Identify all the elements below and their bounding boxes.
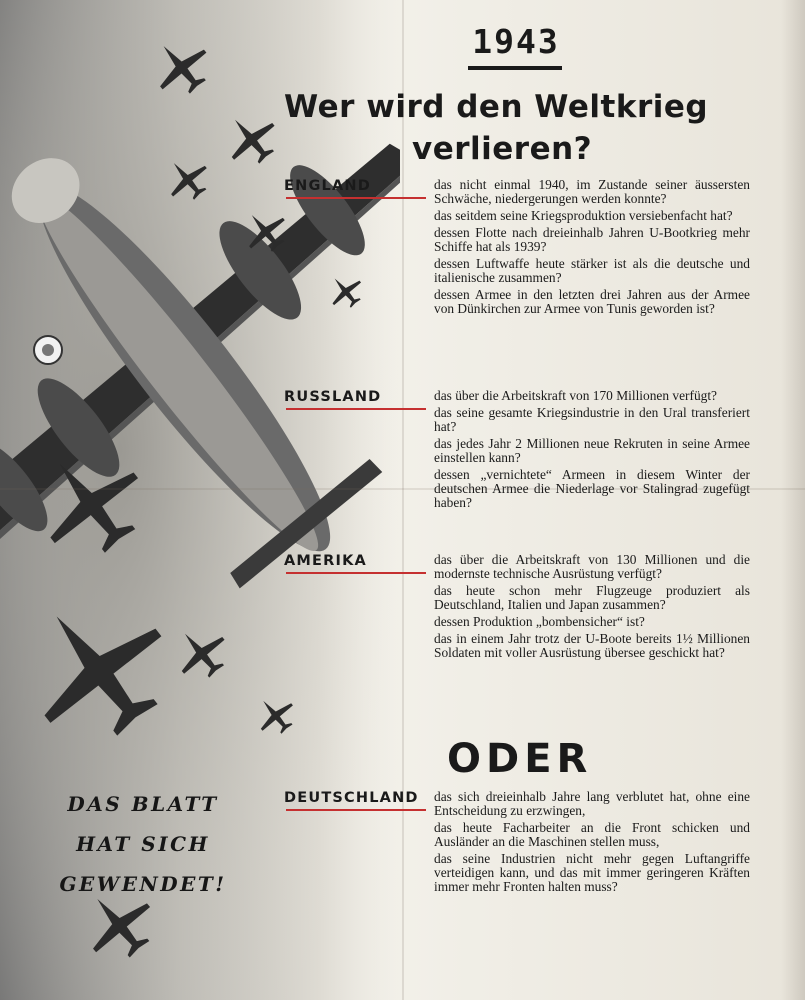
list-item: dessen Flotte nach dreieinhalb Jahren U-Bootkrieg mehr Schiffe hat als 1939? bbox=[434, 225, 750, 254]
section-lines bbox=[434, 790, 750, 897]
paper-edge-shadow bbox=[781, 0, 805, 1000]
list-item: das über die Arbeitskraft von 130 Millionen und die modernste technische Ausrüstung verfügt? bbox=[434, 552, 750, 581]
slogan-line-2: HAT SICH bbox=[76, 832, 210, 856]
year-heading: 1943 bbox=[472, 22, 560, 61]
section-rule bbox=[286, 809, 426, 811]
list-item: das seitdem seine Kriegsproduktion versiebenfacht hat? bbox=[434, 208, 733, 223]
section-rule bbox=[286, 197, 426, 199]
slogan-line-1: DAS BLATT bbox=[67, 792, 219, 816]
list-item: das jedes Jahr 2 Millionen neue Rekruten in seine Armee einstellen kann? bbox=[434, 436, 750, 465]
list-item: das seine Industrien nicht mehr gegen Luftangriffe verteidigen kann, und das mit immer geringeren Kräften immer mehr Fronten halten muss? bbox=[434, 851, 750, 894]
section-lines bbox=[434, 389, 750, 513]
section-label: RUSSLAND bbox=[284, 389, 382, 405]
section-lines bbox=[434, 553, 750, 663]
list-item: dessen Armee in den letzten drei Jahren aus der Armee von Dünkirchen zur Armee von Tunis geworden ist? bbox=[434, 287, 750, 316]
list-item: das heute Facharbeiter an die Front schicken und Ausländer an die Maschinen stellen muss, bbox=[434, 820, 750, 849]
headline-line-1: Wer wird den Weltkrieg bbox=[284, 89, 709, 125]
list-item: das seine gesamte Kriegsindustrie in den Ural transferiert hat? bbox=[434, 405, 750, 434]
list-item: dessen „vernichtete“ Armeen in diesem Winter der deutschen Armee die Niederlage vor Stalingrad zugefügt haben? bbox=[434, 467, 750, 510]
list-item: das nicht einmal 1940, im Zustande seiner äussersten Schwäche, niedergerungen werden konnte? bbox=[434, 177, 750, 206]
list-item: das in einem Jahr trotz der U-Boote bereits 1½ Millionen Soldaten mit voller Ausrüstung übersee geschickt hat? bbox=[434, 631, 750, 660]
section-label: DEUTSCHLAND bbox=[284, 790, 419, 806]
list-item: dessen Produktion „bombensicher“ ist? bbox=[434, 614, 645, 629]
section-label: AMERIKA bbox=[284, 553, 367, 569]
slogan bbox=[28, 784, 258, 904]
section-label: ENGLAND bbox=[284, 178, 371, 194]
oder-heading: ODER bbox=[447, 736, 593, 782]
slogan-line-3: GEWENDET! bbox=[59, 872, 227, 896]
list-item: dessen Luftwaffe heute stärker ist als die deutsche und italienische zusammen? bbox=[434, 256, 750, 285]
list-item: das über die Arbeitskraft von 170 Millionen verfügt? bbox=[434, 388, 717, 403]
year-underline bbox=[468, 66, 562, 70]
section-rule bbox=[286, 572, 426, 574]
section-lines bbox=[434, 178, 750, 319]
section-rule bbox=[286, 408, 426, 410]
headline-line-2: verlieren? bbox=[412, 131, 593, 167]
list-item: das heute schon mehr Flugzeuge produziert als Deutschland, Italien und Japan zusammen? bbox=[434, 583, 750, 612]
headline bbox=[284, 86, 754, 170]
list-item: das sich dreieinhalb Jahre lang verblutet hat, ohne eine Entscheidung zu erzwingen, bbox=[434, 789, 750, 818]
